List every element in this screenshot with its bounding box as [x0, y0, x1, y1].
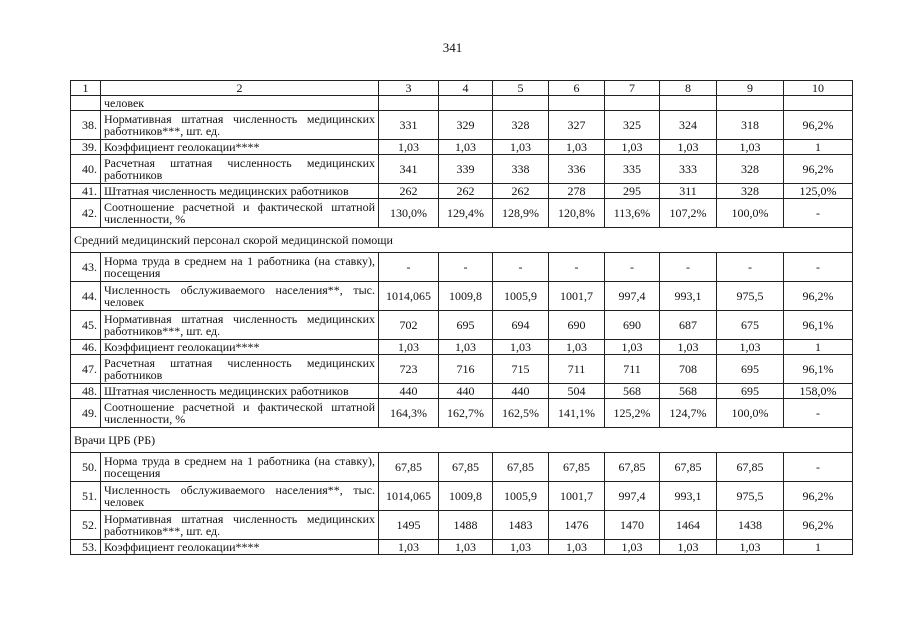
value-cell: 1,03 [605, 340, 660, 355]
value-cell [493, 96, 549, 111]
value-cell: 1,03 [660, 340, 717, 355]
value-cell: 1001,7 [549, 282, 605, 311]
row-name-cell: Соотношение расчетной и фактической штатной численности, % [101, 199, 379, 228]
table-row [71, 96, 853, 111]
value-cell: 1,03 [549, 140, 605, 155]
row-name-cell: Коэффициент геолокации**** [101, 340, 379, 355]
page-number: 341 [442, 40, 463, 55]
section-title: Врачи ЦРБ (РБ) [71, 428, 853, 453]
value-cell: 695 [439, 311, 493, 340]
section-title: Средний медицинский персонал скорой медицинской помощи [71, 228, 853, 253]
value-cell: 125,0% [784, 184, 853, 199]
value-cell: 708 [660, 355, 717, 384]
value-cell: - [784, 199, 853, 228]
value-cell: 331 [379, 111, 439, 140]
value-cell: 1,03 [717, 140, 784, 155]
value-cell [549, 96, 605, 111]
value-cell: 711 [605, 355, 660, 384]
value-cell: 124,7% [660, 399, 717, 428]
value-cell: 440 [493, 384, 549, 399]
value-cell: 333 [660, 155, 717, 184]
section-row [71, 428, 853, 453]
row-name-cell: Штатная численность медицинских работников [101, 184, 379, 199]
row-name-cell: Штатная численность медицинских работников [101, 384, 379, 399]
table-row [71, 453, 853, 482]
value-cell: 1001,7 [549, 482, 605, 511]
row-name-cell: Численность обслуживаемого населения**, тыс. человек [101, 282, 379, 311]
value-cell: 129,4% [439, 199, 493, 228]
value-cell: 1,03 [549, 540, 605, 555]
row-name-cell: Коэффициент геолокации**** [101, 140, 379, 155]
header-row [71, 81, 853, 96]
row-index-cell: 42. [71, 199, 101, 228]
value-cell: 997,4 [605, 482, 660, 511]
value-cell: 164,3% [379, 399, 439, 428]
table-row [71, 282, 853, 311]
row-index-cell: 50. [71, 453, 101, 482]
row-name-cell: Нормативная штатная численность медицинских работников***, шт. ед. [101, 111, 379, 140]
staffing-table [70, 80, 853, 555]
value-cell: 723 [379, 355, 439, 384]
header-cell: 3 [379, 81, 439, 96]
value-cell: 262 [493, 184, 549, 199]
value-cell: 96,2% [784, 482, 853, 511]
value-cell: 96,1% [784, 355, 853, 384]
value-cell: - [549, 253, 605, 282]
value-cell: 993,1 [660, 282, 717, 311]
table-row [71, 184, 853, 199]
value-cell: - [784, 253, 853, 282]
value-cell: 67,85 [605, 453, 660, 482]
value-cell: - [493, 253, 549, 282]
value-cell: 997,4 [605, 282, 660, 311]
value-cell: 328 [493, 111, 549, 140]
value-cell: 1483 [493, 511, 549, 540]
value-cell [784, 96, 853, 111]
value-cell: 711 [549, 355, 605, 384]
header-cell: 4 [439, 81, 493, 96]
value-cell: 100,0% [717, 199, 784, 228]
value-cell: 440 [439, 384, 493, 399]
row-name-cell: Норма труда в среднем на 1 работника (на ставку), посещения [101, 253, 379, 282]
value-cell: 1476 [549, 511, 605, 540]
value-cell: 311 [660, 184, 717, 199]
row-index-cell: 49. [71, 399, 101, 428]
value-cell: 1,03 [379, 340, 439, 355]
value-cell: 695 [717, 355, 784, 384]
value-cell: 295 [605, 184, 660, 199]
value-cell: 568 [605, 384, 660, 399]
table-row [71, 399, 853, 428]
value-cell [660, 96, 717, 111]
header-cell: 7 [605, 81, 660, 96]
value-cell: 324 [660, 111, 717, 140]
table-row [71, 355, 853, 384]
value-cell: - [379, 253, 439, 282]
row-index-cell: 41. [71, 184, 101, 199]
row-name-cell: Соотношение расчетной и фактической штатной численности, % [101, 399, 379, 428]
value-cell: 120,8% [549, 199, 605, 228]
value-cell: 1,03 [439, 340, 493, 355]
value-cell: 993,1 [660, 482, 717, 511]
value-cell: 96,2% [784, 282, 853, 311]
header-cell: 9 [717, 81, 784, 96]
value-cell: 162,7% [439, 399, 493, 428]
value-cell: 1,03 [439, 140, 493, 155]
value-cell: 975,5 [717, 282, 784, 311]
row-index-cell: 47. [71, 355, 101, 384]
value-cell: 338 [493, 155, 549, 184]
value-cell: 702 [379, 311, 439, 340]
value-cell: 327 [549, 111, 605, 140]
row-index-cell: 45. [71, 311, 101, 340]
row-name-cell: человек [101, 96, 379, 111]
value-cell: 1488 [439, 511, 493, 540]
value-cell: 328 [717, 184, 784, 199]
value-cell: - [605, 253, 660, 282]
value-cell: 262 [379, 184, 439, 199]
row-index-cell: 48. [71, 384, 101, 399]
value-cell: 1,03 [493, 340, 549, 355]
value-cell: 1 [784, 140, 853, 155]
value-cell: 1005,9 [493, 282, 549, 311]
value-cell: 1005,9 [493, 482, 549, 511]
value-cell: 335 [605, 155, 660, 184]
table-row [71, 340, 853, 355]
value-cell: 125,2% [605, 399, 660, 428]
header-cell: 8 [660, 81, 717, 96]
value-cell: 96,1% [784, 311, 853, 340]
row-index-cell: 44. [71, 282, 101, 311]
row-index-cell: 46. [71, 340, 101, 355]
row-index-cell [71, 96, 101, 111]
value-cell: 67,85 [549, 453, 605, 482]
value-cell: 1,03 [549, 340, 605, 355]
value-cell: 341 [379, 155, 439, 184]
value-cell: 1014,065 [379, 482, 439, 511]
value-cell: 504 [549, 384, 605, 399]
value-cell: - [660, 253, 717, 282]
value-cell: - [717, 253, 784, 282]
value-cell: 1009,8 [439, 482, 493, 511]
row-index-cell: 39. [71, 140, 101, 155]
value-cell: 67,85 [379, 453, 439, 482]
value-cell: 975,5 [717, 482, 784, 511]
row-name-cell: Расчетная штатная численность медицинских работников [101, 355, 379, 384]
value-cell: 96,2% [784, 511, 853, 540]
row-name-cell: Расчетная штатная численность медицинских работников [101, 155, 379, 184]
header-cell: 6 [549, 81, 605, 96]
value-cell: 1,03 [379, 540, 439, 555]
value-cell: 96,2% [784, 111, 853, 140]
value-cell: 96,2% [784, 155, 853, 184]
value-cell: 107,2% [660, 199, 717, 228]
value-cell: 278 [549, 184, 605, 199]
value-cell: 1464 [660, 511, 717, 540]
table-row [71, 540, 853, 555]
value-cell: 690 [605, 311, 660, 340]
value-cell: 1,03 [439, 540, 493, 555]
header-cell: 2 [101, 81, 379, 96]
value-cell: 1,03 [660, 540, 717, 555]
value-cell: 1009,8 [439, 282, 493, 311]
table-row [71, 253, 853, 282]
table-row [71, 199, 853, 228]
value-cell: 1,03 [493, 140, 549, 155]
value-cell: 339 [439, 155, 493, 184]
row-name-cell: Нормативная штатная численность медицинских работников***, шт. ед. [101, 511, 379, 540]
row-name-cell: Коэффициент геолокации**** [101, 540, 379, 555]
value-cell: 1495 [379, 511, 439, 540]
value-cell: 329 [439, 111, 493, 140]
value-cell: 1,03 [660, 140, 717, 155]
value-cell: 1,03 [493, 540, 549, 555]
value-cell: 336 [549, 155, 605, 184]
value-cell: 675 [717, 311, 784, 340]
row-index-cell: 51. [71, 482, 101, 511]
row-index-cell: 38. [71, 111, 101, 140]
value-cell: 1470 [605, 511, 660, 540]
value-cell: 440 [379, 384, 439, 399]
value-cell: - [784, 453, 853, 482]
value-cell [717, 96, 784, 111]
value-cell: 1,03 [605, 140, 660, 155]
value-cell: 690 [549, 311, 605, 340]
value-cell: 716 [439, 355, 493, 384]
value-cell: - [439, 253, 493, 282]
value-cell: 1014,065 [379, 282, 439, 311]
table-row [71, 384, 853, 399]
value-cell: 1 [784, 540, 853, 555]
table-row [71, 311, 853, 340]
value-cell: 130,0% [379, 199, 439, 228]
value-cell: 687 [660, 311, 717, 340]
value-cell: - [784, 399, 853, 428]
value-cell: 67,85 [660, 453, 717, 482]
value-cell: 158,0% [784, 384, 853, 399]
table-body [71, 81, 853, 555]
header-cell: 10 [784, 81, 853, 96]
value-cell: 67,85 [493, 453, 549, 482]
value-cell: 328 [717, 155, 784, 184]
row-index-cell: 52. [71, 511, 101, 540]
value-cell: 1438 [717, 511, 784, 540]
value-cell: 325 [605, 111, 660, 140]
value-cell: 1,03 [605, 540, 660, 555]
table-row [71, 140, 853, 155]
value-cell: 67,85 [439, 453, 493, 482]
value-cell: 113,6% [605, 199, 660, 228]
value-cell: 715 [493, 355, 549, 384]
value-cell: 162,5% [493, 399, 549, 428]
value-cell: 318 [717, 111, 784, 140]
value-cell [439, 96, 493, 111]
row-index-cell: 40. [71, 155, 101, 184]
value-cell: 1,03 [379, 140, 439, 155]
table-row [71, 511, 853, 540]
row-name-cell: Нормативная штатная численность медицинских работников***, шт. ед. [101, 311, 379, 340]
row-index-cell: 43. [71, 253, 101, 282]
table-row [71, 155, 853, 184]
table-row [71, 482, 853, 511]
value-cell: 1,03 [717, 540, 784, 555]
value-cell: 141,1% [549, 399, 605, 428]
row-name-cell: Численность обслуживаемого населения**, тыс. человек [101, 482, 379, 511]
value-cell: 568 [660, 384, 717, 399]
row-name-cell: Норма труда в среднем на 1 работника (на ставку), посещения [101, 453, 379, 482]
value-cell: 1 [784, 340, 853, 355]
value-cell: 67,85 [717, 453, 784, 482]
row-index-cell: 53. [71, 540, 101, 555]
table-row [71, 111, 853, 140]
value-cell: 262 [439, 184, 493, 199]
header-cell: 5 [493, 81, 549, 96]
value-cell: 695 [717, 384, 784, 399]
value-cell: 694 [493, 311, 549, 340]
value-cell [605, 96, 660, 111]
value-cell: 128,9% [493, 199, 549, 228]
section-row [71, 228, 853, 253]
value-cell [379, 96, 439, 111]
value-cell: 100,0% [717, 399, 784, 428]
header-cell: 1 [71, 81, 101, 96]
value-cell: 1,03 [717, 340, 784, 355]
